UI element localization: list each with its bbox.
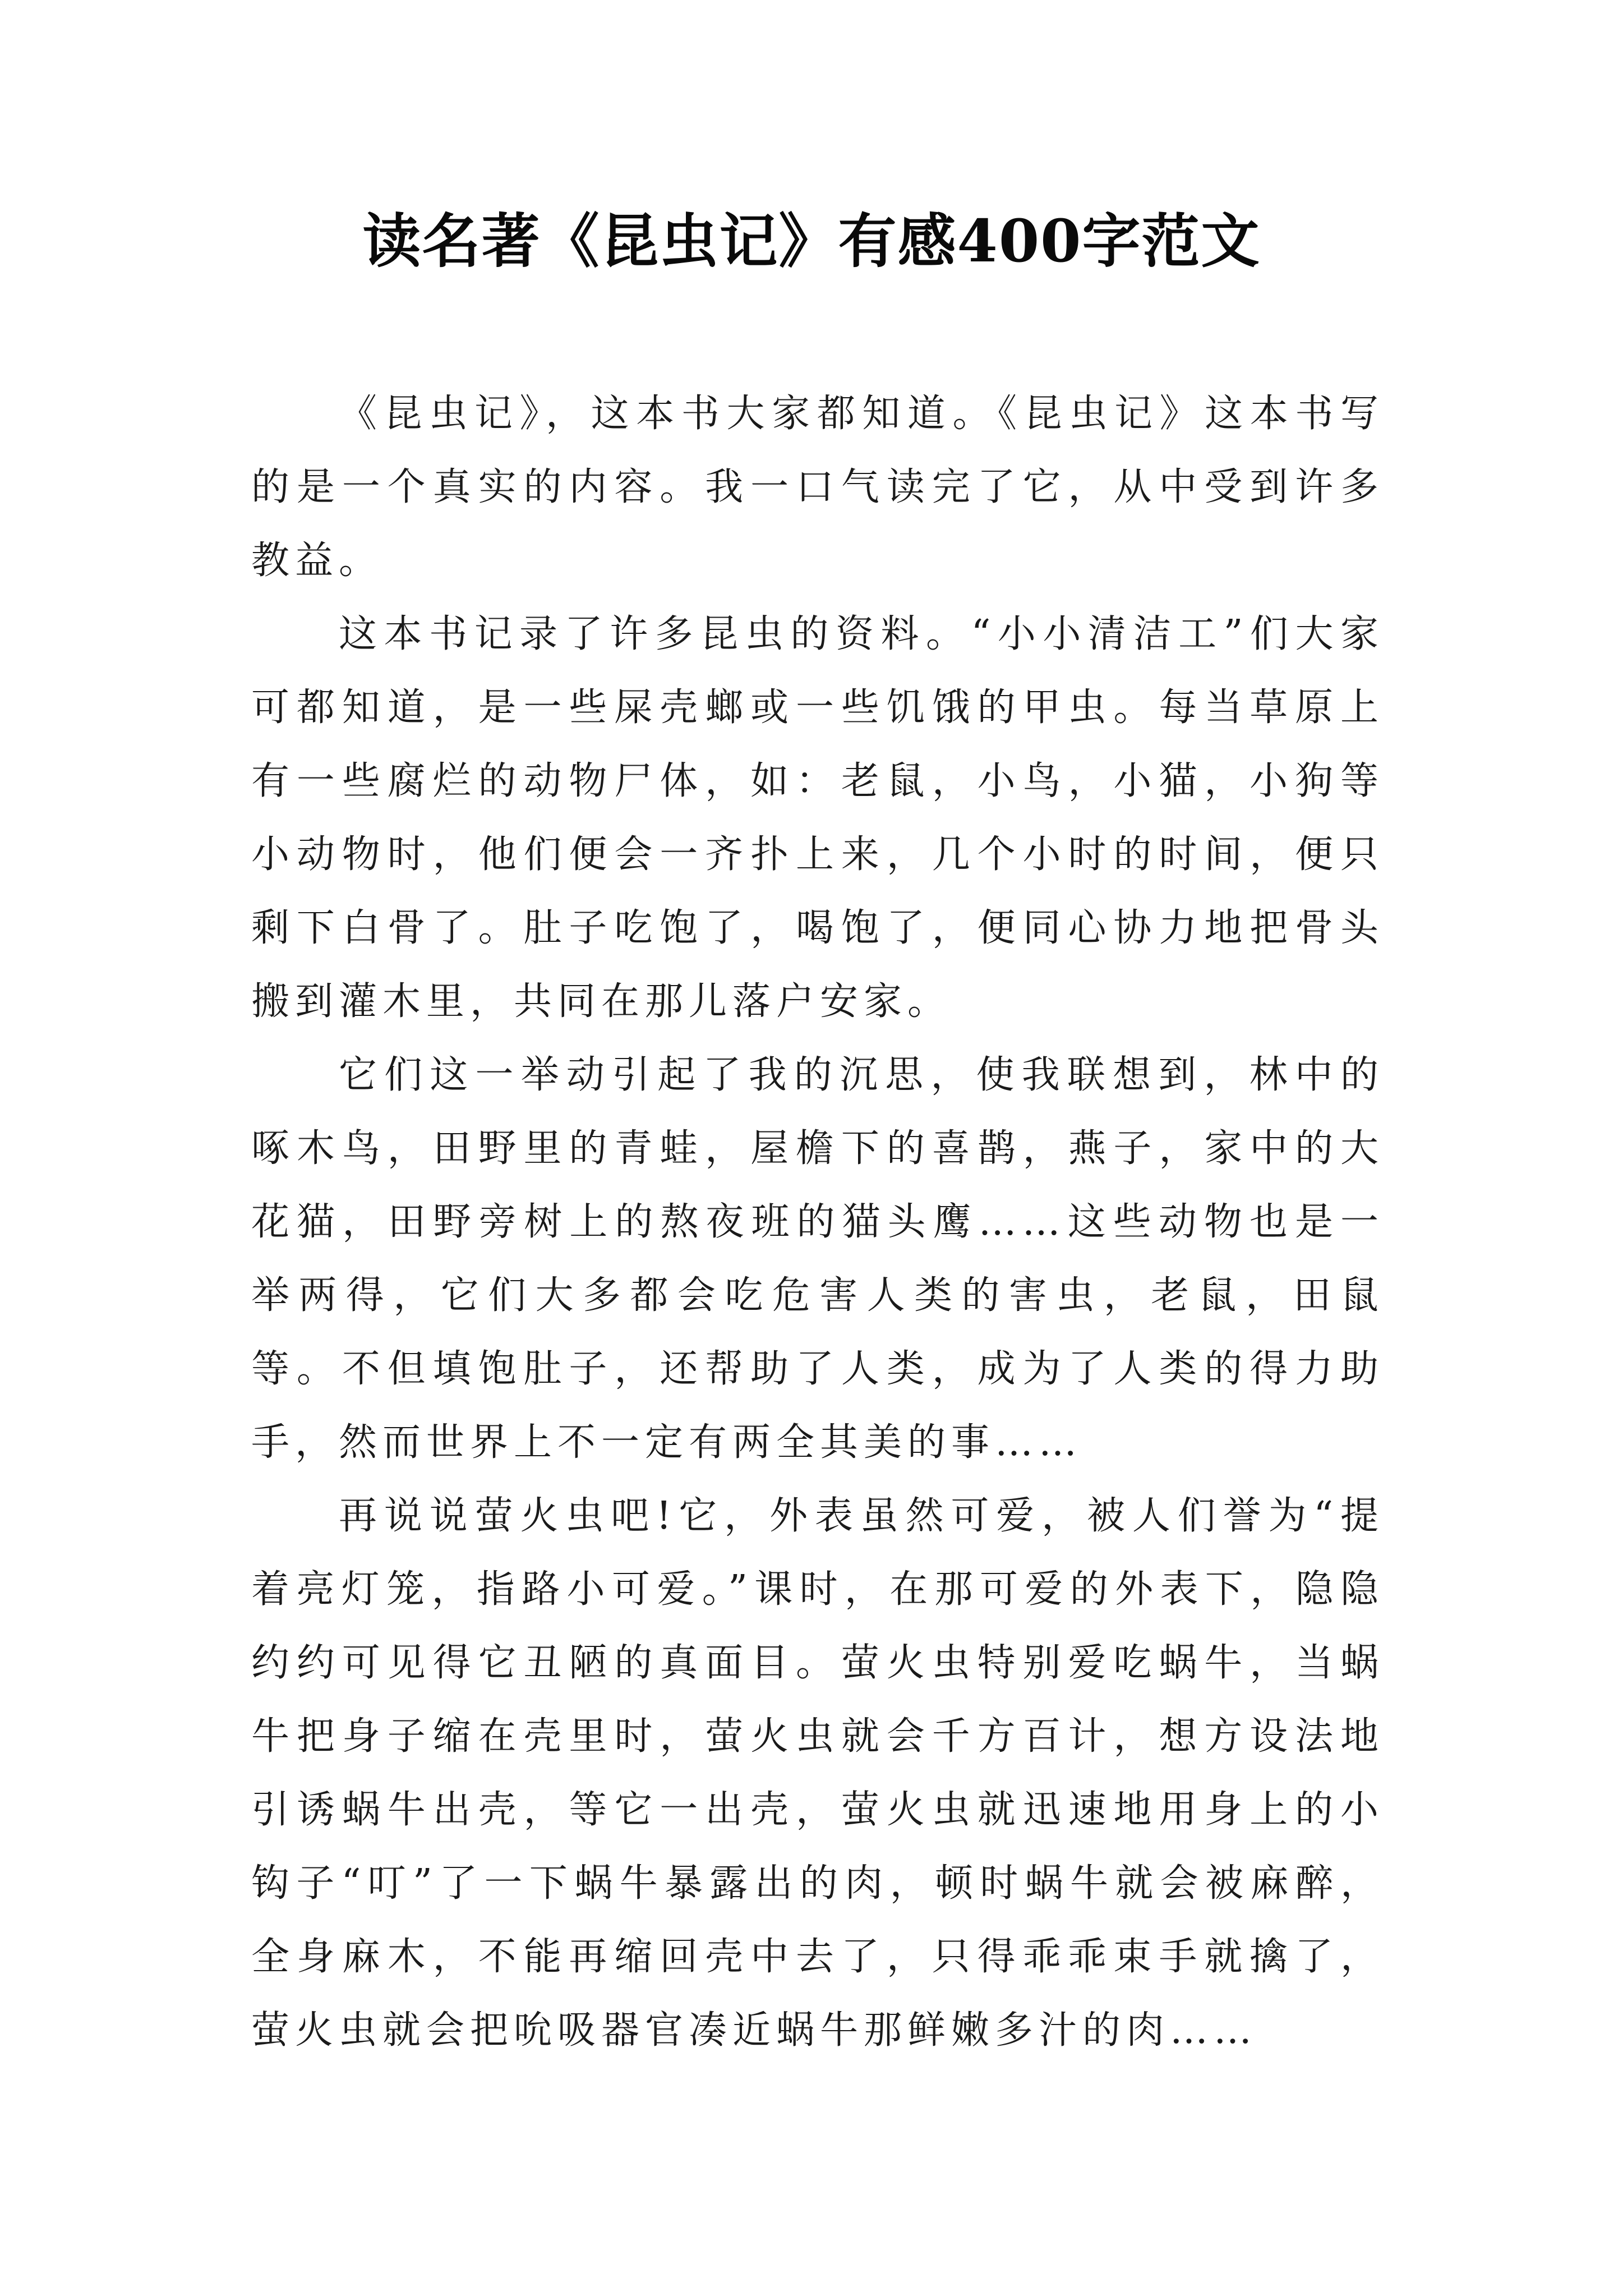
paragraph-3: 它们这一举动引起了我的沉思，使我联想到，林中的啄木鸟，田野里的青蛙，屋檐下的喜鹊，燕子，家中的大花猫，田野旁树上的熬夜班的猫头鹰……这些动物也是一举两得，它们大多都会吃危害人类的害虫，老鼠，田鼠等。不但填饱肚子，还帮助了人类，成为了人类的得力助手，然而世界上不一定有两全其美的事……: [251, 1053, 1384, 1465]
paragraph-4: 再说说萤火虫吧!它，外表虽然可爱，被人们誉为“提着亮灯笼，指路小可爱。”课时，在那可爱的外表下，隐隐约约可见得它丑陋的真面目。萤火虫特别爱吃蜗牛，当蜗牛把身子缩在壳里时，萤火虫就会千方百计，想方设法地引诱蜗牛出壳，等它一出壳，萤火虫就迅速地用身上的小钩子“叮”了一下蜗牛暴露出的肉，顿时蜗牛就会被麻醉，全身麻木，不能再缩回壳中去了，只得乖乖束手就擒了，萤火虫就会把吮吸器官凑近蜗牛那鲜嫩多汁的肉……: [251, 1494, 1384, 2053]
paragraph-1: 《昆虫记》，这本书大家都知道。《昆虫记》这本书写的是一个真实的内容。我一口气读完了它，从中受到许多教益。: [251, 392, 1384, 583]
document-title: 读名著《昆虫记》有感400字范文: [362, 206, 1261, 275]
paragraph-2: 这本书记录了许多昆虫的资料。“小小清洁工”们大家可都知道，是一些屎壳螂或一些饥饿的甲虫。每当草原上有一些腐烂的动物尸体，如：老鼠，小鸟，小猫，小狗等小动物时，他们便会一齐扑上来，几个小时的时间，便只剩下白骨了。肚子吃饱了，喝饱了，便同心协力地把骨头搬到灌木里，共同在那儿落户安家。: [251, 612, 1384, 1024]
document-body: [251, 377, 1384, 2067]
